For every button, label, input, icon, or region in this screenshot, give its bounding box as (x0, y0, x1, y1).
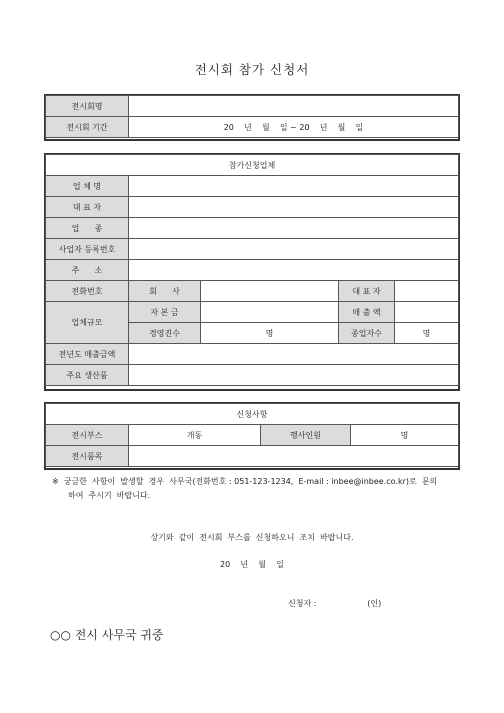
statement-text: 상기와 같이 전시회 부스를 신청하오니 조치 바랍니다. (150, 533, 354, 542)
business-type-field[interactable] (129, 218, 459, 239)
form-title: 전시회 참가 신청서 (194, 62, 310, 77)
company-name-label: 업 체 명 (46, 176, 129, 197)
business-reg-no-label: 사업자 등록번호 (46, 239, 129, 260)
business-reg-no-field[interactable] (129, 239, 459, 260)
items-field[interactable] (129, 446, 459, 467)
company-phone-field[interactable] (201, 281, 339, 302)
company-size-label: 업체규모 (46, 302, 129, 344)
company-table (45, 154, 459, 386)
application-section-title: 신청사항 (46, 404, 459, 425)
capital-label: 자 본 금 (129, 302, 201, 323)
address-field[interactable] (129, 260, 459, 281)
items-label: 전시품목 (46, 446, 129, 467)
phone-label: 전화번호 (46, 281, 129, 302)
exhibition-period-label: 전시회 기간 (46, 117, 129, 138)
executives-label: 경영진수 (129, 323, 201, 344)
exhibition-name-field[interactable] (129, 96, 459, 117)
executives-field[interactable]: 명 (201, 323, 339, 344)
addressee: ○○ 전시 사무국 귀중 (50, 628, 164, 642)
sales-label: 매 출 액 (339, 302, 395, 323)
rep-phone-field[interactable] (395, 281, 459, 302)
booth-field[interactable]: 개동 (129, 425, 261, 446)
prev-year-sales-label: 전년도 매출금액 (46, 344, 129, 365)
business-type-label: 업 종 (46, 218, 129, 239)
booth-label: 전시부스 (46, 425, 129, 446)
note-line-1: ※ 궁금한 사항이 발생할 경우 사무국(전화번호 : 051-123-1234, E-mail : inbee@inbee.co.kr)로 문의 (52, 477, 438, 486)
application-table (45, 403, 459, 467)
exhibition-name-label: 전시회명 (46, 96, 129, 117)
prev-year-sales-field[interactable] (129, 344, 459, 365)
date-line: 20 년 월 일 (220, 560, 284, 569)
main-products-field[interactable] (129, 365, 459, 386)
representative-field[interactable] (129, 197, 459, 218)
address-label: 주 소 (46, 260, 129, 281)
capital-field[interactable] (201, 302, 339, 323)
representative-label: 대 표 자 (46, 197, 129, 218)
rep-phone-label: 대 표 자 (339, 281, 395, 302)
company-section-title: 참가신청업체 (46, 155, 459, 176)
applicant-line: 신청자 : (인) (288, 599, 382, 608)
staff-label: 행사인원 (261, 425, 351, 446)
exhibition-table (45, 95, 459, 138)
employees-label: 종업자수 (339, 323, 395, 344)
staff-field[interactable]: 명 (351, 425, 459, 446)
main-products-label: 주요 생산품 (46, 365, 129, 386)
company-phone-label: 회 사 (129, 281, 201, 302)
exhibition-period-field[interactable]: 20 년 월 일 ~ 20 년 월 일 (129, 117, 459, 138)
employees-field[interactable]: 명 (395, 323, 459, 344)
company-name-field[interactable] (129, 176, 459, 197)
sales-field[interactable] (395, 302, 459, 323)
note-line-2: 하여 주시기 바랍니다. (68, 491, 151, 500)
